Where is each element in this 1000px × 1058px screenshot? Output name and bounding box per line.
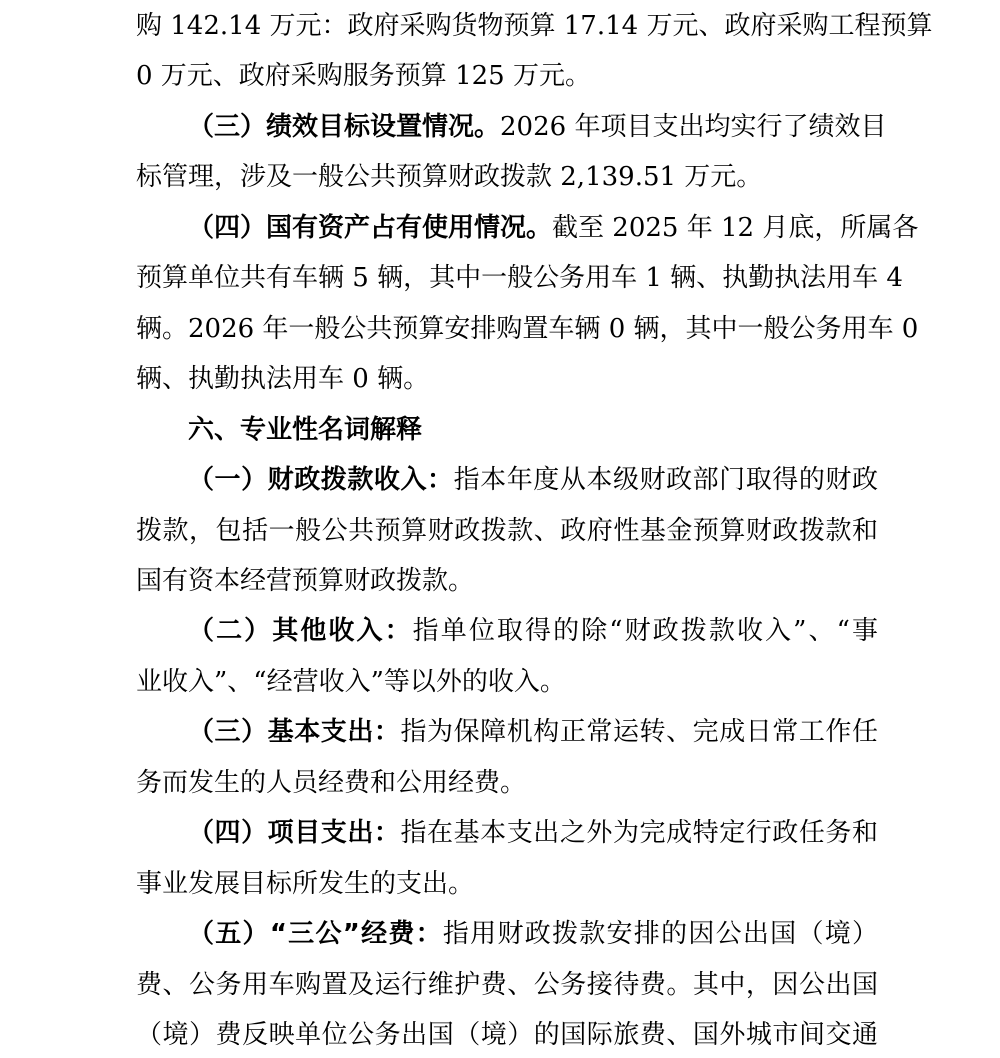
paragraph-start-line <box>188 611 878 651</box>
body-line <box>136 864 878 904</box>
line-text: 指在基本支出之外为完成特定行政任务和 <box>400 818 878 848</box>
line-text: 国有资本经营预算财政拨款。 <box>136 566 475 596</box>
line-text: 0 万元、政府采购服务预算 125 万元。 <box>136 61 591 91</box>
line-text: 预算单位共有车辆 5 辆，其中一般公务用车 1 辆、执勤执法用车 4 <box>136 263 903 293</box>
term-heading: （一）财政拨款收入： <box>188 465 454 495</box>
line-text: 务而发生的人员经费和公用经费。 <box>136 768 527 798</box>
body-line <box>136 359 878 399</box>
line-text: 辆、执勤执法用车 0 辆。 <box>136 364 430 394</box>
term-heading: （二）其他收入： <box>188 616 413 646</box>
paragraph-start-line <box>188 914 878 954</box>
line-text: 指单位取得的除“财政拨款收入”、“事 <box>412 616 878 646</box>
body-line <box>136 6 933 46</box>
line-text: 事业发展目标所发生的支出。 <box>136 869 475 899</box>
body-line <box>136 1015 878 1055</box>
paragraph-start-line <box>188 208 919 248</box>
body-line <box>136 561 878 601</box>
body-line <box>136 157 878 197</box>
paragraph-start-line <box>188 460 878 500</box>
line-text: 截至 2025 年 12 月底，所属各 <box>552 213 919 243</box>
section-heading-line <box>188 410 878 450</box>
paragraph-heading: （四）国有资产占有使用情况。 <box>188 213 553 243</box>
paragraph-start-line <box>188 712 878 752</box>
section-heading: 六、专业性名词解释 <box>188 415 423 445</box>
term-heading: （四）项目支出： <box>188 818 401 848</box>
body-line <box>136 662 878 702</box>
paragraph-start-line <box>188 107 887 147</box>
line-text: 辆。2026 年一般公共预算安排购置车辆 0 辆，其中一般公务用车 0 <box>136 314 919 344</box>
body-line <box>136 56 878 96</box>
paragraph-start-line <box>188 813 878 853</box>
line-text: 购 142.14 万元：政府采购货物预算 17.14 万元、政府采购工程预算 <box>136 11 933 41</box>
body-line <box>136 309 919 349</box>
line-text: 指为保障机构正常运转、完成日常工作任 <box>400 717 878 747</box>
paragraph-heading: （三）绩效目标设置情况。 <box>188 112 501 142</box>
term-heading: （三）基本支出： <box>188 717 401 747</box>
line-text: 2026 年项目支出均实行了绩效目 <box>500 112 887 142</box>
line-text: 业收入”、“经营收入”等以外的收入。 <box>136 667 566 697</box>
line-text: （境）费反映单位公务出国（境）的国际旅费、国外城市间交通 <box>136 1020 878 1050</box>
line-text: 标管理，涉及一般公共预算财政拨款 2,139.51 万元。 <box>136 162 763 192</box>
line-text: 指用财政拨款安排的因公出国（境） <box>442 919 878 949</box>
body-line <box>136 258 903 298</box>
line-text: 拨款，包括一般公共预算财政拨款、政府性基金预算财政拨款和 <box>136 516 878 546</box>
term-heading: （五）“三公”经费： <box>188 919 443 949</box>
body-line <box>136 763 878 803</box>
line-text: 费、公务用车购置及运行维护费、公务接待费。其中，因公出国 <box>136 970 878 1000</box>
body-line <box>136 511 878 551</box>
body-line <box>136 965 878 1005</box>
line-text: 指本年度从本级财政部门取得的财政 <box>453 465 878 495</box>
